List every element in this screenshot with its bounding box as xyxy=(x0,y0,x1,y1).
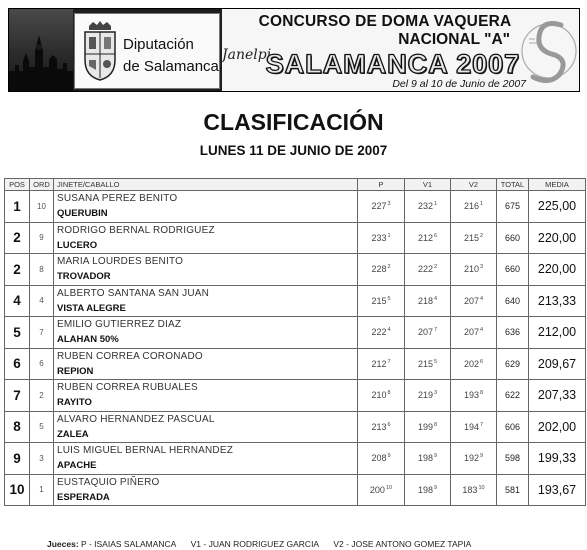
order-cell: 5 xyxy=(30,411,54,443)
judge-v2-label: V2 xyxy=(333,539,344,549)
event-dates: Del 9 al 10 de Junio de 2007 xyxy=(392,78,526,90)
score-v2: 183 xyxy=(462,484,478,495)
total-cell: 606 xyxy=(497,411,529,443)
total-cell: 660 xyxy=(497,222,529,254)
score-p-cell xyxy=(358,474,405,506)
order-cell: 8 xyxy=(30,254,54,286)
horse-name: ALAHAN 50% xyxy=(57,334,119,346)
horse-name: REPION xyxy=(57,365,94,377)
total-cell: 598 xyxy=(497,443,529,475)
table-row xyxy=(5,191,586,223)
table-row xyxy=(5,317,586,349)
total-cell: 636 xyxy=(497,317,529,349)
rider-horse-cell xyxy=(54,348,358,380)
rank-v1: 4 xyxy=(433,295,438,302)
rank-v2: 4 xyxy=(479,295,484,302)
score-v2: 192 xyxy=(463,453,479,464)
position-cell: 7 xyxy=(5,380,30,412)
position-cell: 1 xyxy=(5,191,30,223)
table-row xyxy=(5,285,586,317)
media-cell: 220,00 xyxy=(529,222,586,254)
rank-v1: 3 xyxy=(433,390,438,397)
score-v2-cell xyxy=(451,348,497,380)
media-cell: 220,00 xyxy=(529,254,586,286)
order-cell: 6 xyxy=(30,348,54,380)
table-row xyxy=(5,474,586,506)
score-v1: 222 xyxy=(417,264,433,275)
score-v1: 232 xyxy=(417,201,433,212)
score-v2-cell xyxy=(451,317,497,349)
score-v2-cell xyxy=(451,443,497,475)
score-v2-cell xyxy=(451,474,497,506)
rank-v1: 9 xyxy=(433,453,438,460)
judges-label: Jueces: xyxy=(47,539,79,549)
score-v2: 216 xyxy=(463,201,479,212)
header-total: TOTAL xyxy=(497,179,529,191)
total-cell: 622 xyxy=(497,380,529,412)
order-cell: 7 xyxy=(30,317,54,349)
rank-v1: 7 xyxy=(433,327,438,334)
media-cell: 213,33 xyxy=(529,285,586,317)
horse-name: TROVADOR xyxy=(57,271,111,283)
rank-v2: 8 xyxy=(479,390,484,397)
rider-horse-cell xyxy=(54,411,358,443)
results-table xyxy=(4,178,586,506)
order-cell: 10 xyxy=(30,191,54,223)
rider-horse-cell xyxy=(54,222,358,254)
rider-name: RUBEN CORREA RUBUALES xyxy=(57,382,198,394)
position-cell: 2 xyxy=(5,254,30,286)
contest-panel xyxy=(222,9,580,92)
page-subtitle: LUNES 11 DE JUNIO DE 2007 xyxy=(199,143,388,158)
table-row xyxy=(5,222,586,254)
rider-name: SUSANA PEREZ BENITO xyxy=(57,193,178,205)
rank-v2: 2 xyxy=(479,232,484,239)
header-p: P xyxy=(358,179,405,191)
media-cell: 207,33 xyxy=(529,380,586,412)
rank-p: 4 xyxy=(387,327,391,334)
contest-name: CONCURSO DE DOMA VAQUERA xyxy=(258,13,512,30)
score-v1-cell xyxy=(405,348,451,380)
cathedral-skyline-icon xyxy=(9,31,73,91)
header-rider: JINETE/CABALLO xyxy=(54,179,358,191)
score-v2-cell xyxy=(451,380,497,412)
position-cell: 10 xyxy=(5,474,30,506)
score-v1-cell xyxy=(405,285,451,317)
judge-v1-label: V1 xyxy=(190,539,202,549)
rank-p: 2 xyxy=(387,264,391,271)
rank-v1: 9 xyxy=(433,484,438,491)
table-header-row xyxy=(5,179,586,191)
position-cell: 5 xyxy=(5,317,30,349)
judge-v2-name: JOSE ANTONO GOMEZ TAPIA xyxy=(351,539,472,549)
position-cell: 2 xyxy=(5,222,30,254)
rider-name: EMILIO GUTIERREZ DIAZ xyxy=(57,319,182,331)
horse-name: VISTA ALEGRE xyxy=(57,302,126,314)
score-v2: 207 xyxy=(463,327,479,338)
media-cell: 209,67 xyxy=(529,348,586,380)
rank-v1: 5 xyxy=(433,358,438,365)
score-v2-cell xyxy=(451,411,497,443)
rank-v1: 8 xyxy=(433,421,438,428)
order-cell: 9 xyxy=(30,222,54,254)
order-cell: 2 xyxy=(30,380,54,412)
total-cell: 629 xyxy=(497,348,529,380)
score-v1-cell xyxy=(405,443,451,475)
score-p-cell xyxy=(358,317,405,349)
salon-emblem-icon xyxy=(519,11,577,89)
rider-name: ALVARO HERNANDEZ PASCUAL xyxy=(57,413,215,425)
rider-name: MARIA LOURDES BENITO xyxy=(57,256,184,268)
score-p: 227 xyxy=(371,201,387,212)
score-v2: 210 xyxy=(463,264,479,275)
coat-of-arms-icon xyxy=(81,20,119,82)
score-v1-cell xyxy=(405,254,451,286)
score-p: 208 xyxy=(371,453,387,464)
score-v2-cell xyxy=(451,222,497,254)
score-v1-cell xyxy=(405,317,451,349)
score-v1-cell xyxy=(405,380,451,412)
table-row xyxy=(5,411,586,443)
header-banner xyxy=(8,8,580,92)
score-v2: 202 xyxy=(463,358,479,369)
score-v1: 219 xyxy=(417,390,433,401)
rider-horse-cell xyxy=(54,317,358,349)
score-p: 200 xyxy=(369,484,385,495)
score-p-cell xyxy=(358,348,405,380)
order-cell: 3 xyxy=(30,443,54,475)
total-cell: 675 xyxy=(497,191,529,223)
organization-name-line1: Diputación xyxy=(123,36,194,53)
score-v2: 207 xyxy=(463,295,479,306)
media-cell: 193,67 xyxy=(529,474,586,506)
rank-v2: 9 xyxy=(479,453,484,460)
order-cell: 4 xyxy=(30,285,54,317)
score-v2-cell xyxy=(451,191,497,223)
score-v1-cell xyxy=(405,411,451,443)
score-p: 213 xyxy=(371,421,387,432)
score-p: 233 xyxy=(371,232,387,243)
rank-v2: 6 xyxy=(479,358,484,365)
rider-horse-cell xyxy=(54,285,358,317)
judge-v1-name: JUAN RODRIGUEZ GARCIA xyxy=(208,539,319,549)
score-v1: 212 xyxy=(417,232,433,243)
table-row xyxy=(5,443,586,475)
diputacion-logo xyxy=(74,13,220,89)
header-v2: V2 xyxy=(451,179,497,191)
horse-name: APACHE xyxy=(57,460,97,472)
rank-v2: 4 xyxy=(479,327,484,334)
rank-v1: 2 xyxy=(433,264,438,271)
rider-horse-cell xyxy=(54,380,358,412)
rider-name: RUBEN CORREA CORONADO xyxy=(57,350,203,362)
header-ord: ORD xyxy=(30,179,54,191)
position-cell: 8 xyxy=(5,411,30,443)
position-cell: 6 xyxy=(5,348,30,380)
rank-p: 7 xyxy=(387,358,391,365)
rider-name: RODRIGO BERNAL RODRIGUEZ xyxy=(57,224,215,236)
score-v1-cell xyxy=(405,191,451,223)
score-p: 228 xyxy=(371,264,387,275)
score-v2: 194 xyxy=(463,421,479,432)
organization-name-line2: de Salamanca xyxy=(123,58,219,75)
rank-v2: 3 xyxy=(479,264,484,271)
position-cell: 9 xyxy=(5,443,30,475)
rank-v1: 1 xyxy=(433,201,438,208)
score-v1: 218 xyxy=(417,295,433,306)
score-v1: 207 xyxy=(417,327,433,338)
total-cell: 581 xyxy=(497,474,529,506)
rank-p: 9 xyxy=(387,453,391,460)
city-year-title: SALAMANCA 2007 xyxy=(265,49,521,79)
media-cell: 212,00 xyxy=(529,317,586,349)
score-v1: 198 xyxy=(417,484,433,495)
score-v2-cell xyxy=(451,285,497,317)
total-cell: 660 xyxy=(497,254,529,286)
score-v1-cell xyxy=(405,222,451,254)
rank-p: 3 xyxy=(387,201,391,208)
rider-horse-cell xyxy=(54,443,358,475)
score-v2: 193 xyxy=(463,390,479,401)
score-p-cell xyxy=(358,380,405,412)
rider-name: EUSTAQUIO PIÑERO xyxy=(57,476,160,488)
rider-name: LUIS MIGUEL BERNAL HERNANDEZ xyxy=(57,445,234,457)
rank-v2: 7 xyxy=(479,421,484,428)
header-v1: V1 xyxy=(405,179,451,191)
media-cell: 202,00 xyxy=(529,411,586,443)
judge-p-name: ISAIAS SALAMANCA xyxy=(94,539,176,549)
score-p-cell xyxy=(358,191,405,223)
rank-p: 8 xyxy=(387,390,391,397)
rank-p: 5 xyxy=(387,295,391,302)
contest-category: NACIONAL "A" xyxy=(398,31,510,48)
rank-v2: 10 xyxy=(478,484,485,491)
rider-horse-cell xyxy=(54,191,358,223)
table-row xyxy=(5,254,586,286)
horse-name: LUCERO xyxy=(57,239,98,251)
score-p-cell xyxy=(358,254,405,286)
score-v1-cell xyxy=(405,474,451,506)
page-title: CLASIFICACIÓN xyxy=(203,109,384,135)
rank-p: 1 xyxy=(387,232,391,239)
rank-p: 6 xyxy=(387,421,391,428)
table-row xyxy=(5,380,586,412)
score-v2-cell xyxy=(451,254,497,286)
header-pos: POS xyxy=(5,179,30,191)
horse-name: ESPERADA xyxy=(57,491,110,503)
score-p-cell xyxy=(358,443,405,475)
score-p: 222 xyxy=(371,327,387,338)
horse-name: ZALEA xyxy=(57,428,89,440)
score-v1: 199 xyxy=(417,421,433,432)
media-cell: 199,33 xyxy=(529,443,586,475)
table-row xyxy=(5,348,586,380)
horse-name: QUERUBIN xyxy=(57,208,108,220)
rider-horse-cell xyxy=(54,474,358,506)
horse-name: RAYITO xyxy=(57,397,92,409)
position-cell: 4 xyxy=(5,285,30,317)
judges-line: Jueces: P - ISAIAS SALAMANCA V1 - JUAN RODRIGUEZ GARCIA V2 - JOSE ANTONO GOMEZ TAPIA xyxy=(47,539,472,549)
signature: Janelpi xyxy=(222,47,272,63)
score-v2: 215 xyxy=(463,232,479,243)
score-p: 210 xyxy=(371,390,387,401)
score-p: 212 xyxy=(371,358,387,369)
total-cell: 640 xyxy=(497,285,529,317)
order-cell: 1 xyxy=(30,474,54,506)
rank-p: 10 xyxy=(385,484,393,491)
rank-v2: 1 xyxy=(479,201,484,208)
score-v1: 215 xyxy=(417,358,433,369)
rider-horse-cell xyxy=(54,254,358,286)
score-p: 215 xyxy=(371,295,387,306)
score-p-cell xyxy=(358,411,405,443)
rider-name: ALBERTO SANTANA SAN JUAN xyxy=(57,287,210,299)
rank-v1: 6 xyxy=(433,232,438,239)
score-p-cell xyxy=(358,222,405,254)
header-media: MEDIA xyxy=(529,179,586,191)
score-v1: 198 xyxy=(417,453,433,464)
media-cell: 225,00 xyxy=(529,191,586,223)
judge-p-label: P xyxy=(81,539,87,549)
score-p-cell xyxy=(358,285,405,317)
